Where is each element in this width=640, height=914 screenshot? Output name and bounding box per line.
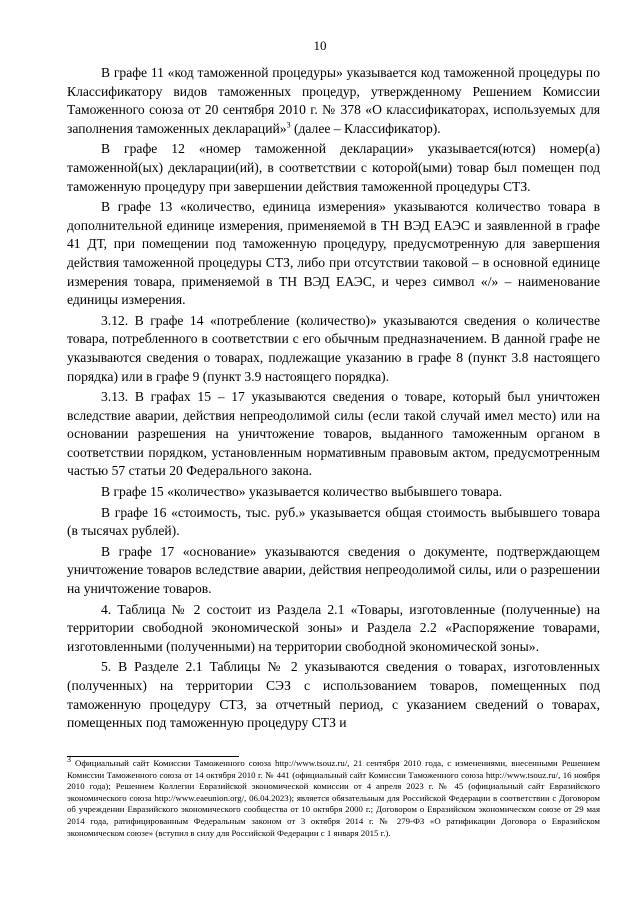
paragraph-5: 5. В Разделе 2.1 Таблицы № 2 указываются сведения о товарах, изготовленных (полученных) на территории СЭЗ с использованием товаров, помещенных под таможенную процедуру СТЗ, за отчетный период, с указанием сведений о товарах, помещенных под таможенную процедуру СТЗ и (67, 659, 600, 731)
page-number: 10 (313, 38, 327, 53)
footnote (67, 755, 600, 839)
paragraph-3-13: 3.13. В графах 15 – 17 указываются сведения о товаре, который был уничтожен вследствие аварии, действия непреодолимой силы (если такой случай имел место) или на основании разрешения на уничтожение товаров, выданного таможенным органом в соответствии порядком, установленным нормативным правовым актом, предусмотренным частью 57 статьи 20 Федерального закона. (67, 389, 600, 479)
footnote-reference: 3 (286, 120, 291, 130)
paragraph-graph-12: В графе 12 «номер таможенной декларации» указывается(ются) номер(а) таможенной(ых) декларации(ий), в соответствии с которой(ыми) товар был помещен под таможенную процедуру при завершении действия таможенной процедуры СТЗ. (67, 141, 600, 194)
paragraph-4: 4. Таблица № 2 состоит из Раздела 2.1 «Товары, изготовленные (полученные) на территории свободной экономической зоны» и Раздела 2.2 «Распоряжение товарами, изготовленными (полученными) на территории свободной экономической зоны». (67, 601, 600, 654)
body-text (67, 64, 600, 735)
paragraph-3-12: 3.12. В графе 14 «потребление (количество)» указываются сведения о количестве товара, потребленного в соответствии с его обычным предназначением. В данной графе не указываются сведения о товарах, подлежащие указанию в графе 8 (пункт 3.8 настоящего порядка) или в графе 9 (пункт 3.9 настоящего порядка). (67, 312, 600, 384)
paragraph-graph-15: В графе 15 «количество» указывается количество выбывшего товара. (101, 484, 503, 500)
footnote-marker: 3 (67, 755, 71, 765)
paragraph-graph-16: В графе 16 «стоимость, тыс. руб.» указывается общая стоимость выбывшего товара (в тысячах рублей). (67, 504, 600, 539)
footnote-divider (67, 756, 239, 757)
paragraph-graph-11: В графе 11 «код таможенной процедуры» указывается код таможенной процедуры по Классификатору видов таможенных процедур, утвержденному Решением Комиссии Таможенного союза от 20 сентября 2010 г. № 378 «О классификаторах, используемых для заполнения таможенных деклараций»$^3$ (далее – Классификатор). (67, 65, 600, 136)
footnote-text: Официальный сайт Комиссии Таможенного союза http://www.tsouz.ru/, 21 сентября 2010 года, с изменениями, внесенными Решением Комиссии Таможенного союза от 14 октября 2010 г. № 441 (официальный сайт Комиссии Таможенного союза http://www.tsouz.ru/, 16 ноября 2010 года); Решением Коллегии Евразийской экономической комиссии от 4 апреля 2023 г. № 45 (официальный сайт Евразийского экономического союза http://www.eaeunion.org/, 06.04.2023); является обязательным для Российской Федерации в соответствии с Договором об учреждении Евразийского экономического сообщества от 10 октября 2000 г.; Договором о Евразийском экономическом союзе от 29 мая 2014 года, ратифицированным Федеральным законом от 3 октября 2014 г. № 279-ФЗ «О ратификации Договора о Евразийском экономическом союзе» (вступил в силу для Российской Федерации с 1 января 2015 г.). (67, 758, 600, 838)
paragraph-graph-17: В графе 17 «основание» указываются сведения о документе, подтверждающем уничтожение товаров вследствие аварии, действия непреодолимой силы, или о разрешении на уничтожение товаров. (67, 543, 600, 597)
paragraph-graph-13: В графе 13 «количество, единица измерения» указываются количество товара в дополнительной единице измерения, применяемой в ТН ВЭД ЕАЭС и заявленной в графе 41 ДТ, при помещении под таможенную процедуру, предусмотренную для завершения действия таможенной процедуры СТЗ, либо при отсутствии таковой – в основной единице измерения товара, применяемой в ТН ВЭД ЕАЭС, и через символ «/» – наименование единицы измерения. (67, 199, 600, 308)
